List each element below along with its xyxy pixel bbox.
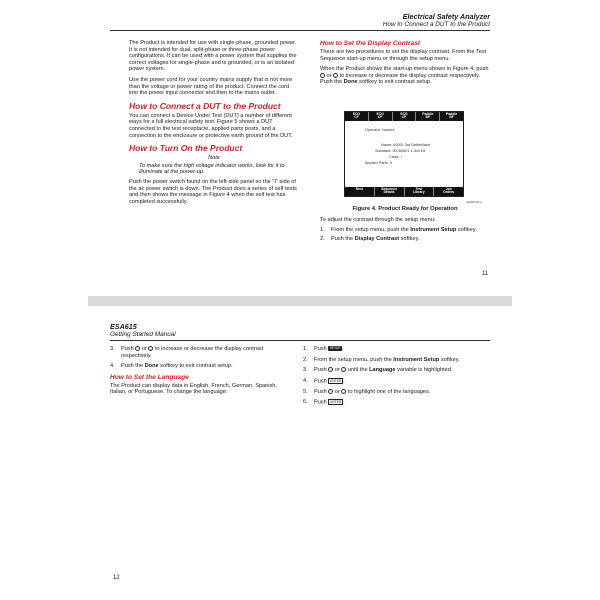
figure-caption: Figure 4. Product Ready for Operation (352, 206, 458, 212)
text-fragment: until the (346, 367, 370, 374)
text-fragment: Push (121, 346, 136, 352)
header-rule (110, 30, 490, 31)
figure-applied-parts-line: Applied Parts: 5 (365, 161, 392, 165)
list-text (121, 363, 285, 370)
note-text: To make sure the high voltage indicator works, look for it to illuminate at the power-up. (139, 162, 285, 176)
text-fragment: Push (314, 346, 329, 352)
softkey-ecg-2: ECG CF (369, 112, 393, 121)
heading-display-contrast: How to Set the Display Contrast (320, 40, 421, 47)
header-rule (110, 340, 490, 341)
softkey-row-bottom (345, 187, 463, 196)
list-text (314, 357, 488, 364)
header-title: ESA615 (110, 322, 137, 331)
enter-key-icon: ENTER (330, 378, 342, 383)
list-item (320, 227, 490, 234)
text-fragment: From the setup menu, push the (331, 226, 411, 233)
softkey-paddle-1: Paddle BF (416, 112, 440, 121)
list-number: 2. (320, 236, 325, 243)
page-header (110, 322, 176, 339)
text-fragment: or (333, 388, 342, 395)
figure-id: gtv008.bmp (466, 200, 482, 204)
text-fragment: or (333, 367, 342, 374)
page-header (383, 12, 490, 29)
list-item (303, 378, 488, 385)
page-number: 11 (482, 271, 489, 277)
list-item (303, 399, 488, 406)
softkey-ecg-1: ECG CF (345, 112, 369, 121)
text-fragment: Push (314, 388, 329, 395)
list-number: 4. (303, 377, 308, 384)
text-fragment: softkey to exit contrast setup. (158, 363, 233, 370)
figure-name-line: Name: 6000L 3rd Defibrillator (381, 143, 431, 147)
list-number: 2. (303, 356, 308, 363)
text-fragment: softkey. (399, 236, 420, 243)
contrast-setup-steps (320, 217, 490, 243)
figure-operator-line: Operator: Named (365, 128, 395, 132)
list-text (314, 378, 488, 385)
list-item (303, 357, 488, 364)
paragraph-contrast-startup (320, 66, 490, 86)
done-softkey-label: Done (144, 363, 159, 370)
setup-key-icon: SETUP (329, 346, 341, 351)
text-fragment: . (341, 346, 344, 352)
paragraph-power-cord: Use the power cord for your country mains supply that is not more than the voltage or power rating of the product. Connect the cord into the power input connector and then to the mains outlet. (129, 76, 293, 97)
text-fragment: or (140, 346, 149, 352)
header-title: Electrical Safety Analyzer (402, 12, 490, 21)
enter-key-icon: ENTER (330, 400, 342, 405)
paragraph-language: The Product can display data in English, French, German, Spanish, Italian, or Portuguese. To change the language: (110, 382, 277, 396)
page-number: 12 (113, 575, 120, 581)
text-fragment: to increase or decrease the display contrast respectively. (121, 346, 264, 359)
heading-connect-dut: How to Connect a DUT to the Product (129, 100, 281, 111)
softkey-sequence-details: Sequence Details (375, 187, 405, 196)
down-arrow-key-icon: ⌄ (334, 73, 337, 78)
heading-turn-on: How to Turn On the Product (129, 143, 243, 154)
up-arrow-key-icon: ⌃ (329, 368, 333, 373)
page-divider (88, 296, 512, 306)
list-item (110, 346, 285, 359)
list-item (303, 389, 488, 396)
list-text (331, 227, 490, 234)
list-number: 1. (303, 346, 308, 352)
list-number: 5. (303, 388, 308, 395)
paragraph-power-switch: Push the power switch found on the left-side panel so the "I" side of the ac power switch is down. The Product does a series of self tests and then shows the message in Figure 4 when the self test has completed successfully. (129, 178, 297, 205)
down-arrow-key-icon: ⌄ (342, 368, 346, 373)
softkey-ecg-3: ECG CF (393, 112, 417, 121)
text-fragment: Push the (331, 236, 355, 243)
list-text (314, 389, 488, 396)
instrument-setup-label: Instrument Setup (410, 226, 457, 233)
list-item (303, 367, 488, 374)
display-contrast-label: Display Contrast (354, 236, 400, 243)
list-item (110, 363, 285, 370)
figure-screen-body (345, 121, 463, 187)
figure-startup-screen (344, 111, 464, 197)
figure-standard-line: Standard: IEC60601-1-3rd Ed (375, 149, 426, 153)
paragraph-contrast-setup: To adjust the contrast through the setup menu: (320, 217, 436, 223)
text-fragment: Push (314, 367, 329, 374)
list-number: 1. (320, 226, 325, 233)
list-item (303, 346, 488, 353)
text-fragment: softkey to exit contrast setup. (357, 79, 432, 86)
text-fragment: variable is highlighted. (395, 367, 453, 374)
list-text (314, 399, 488, 406)
top-page (0, 0, 600, 296)
up-arrow-key-icon: ⌃ (136, 347, 140, 352)
figure-class-line: Class: I (389, 155, 402, 159)
list-number: 6. (303, 399, 308, 406)
softkey-row-top (345, 112, 463, 121)
language-variable-label: Language (369, 367, 396, 374)
down-arrow-key-icon: ⌄ (342, 389, 346, 394)
text-fragment: From the setup menu, push the (314, 356, 394, 363)
left-column (129, 40, 299, 209)
text-fragment: . (343, 378, 345, 385)
text-fragment: softkey. (439, 356, 460, 363)
instrument-setup-label: Instrument Setup (393, 356, 440, 363)
down-arrow-key-icon: ⌄ (149, 347, 153, 352)
heading-set-language: How to Set the Language (110, 373, 189, 381)
softkey-test-library: Test Library (405, 187, 435, 196)
text-fragment: Push the (121, 363, 145, 370)
softkey-job-orders: Job Orders (443, 186, 455, 195)
paragraph-contrast-intro: There are two procedures to set the display contrast. From the Test Sequence start-up menu or through the setup menu. (320, 49, 487, 62)
up-arrow-key-icon: ⌃ (321, 73, 324, 78)
list-text (331, 236, 490, 243)
text-fragment: or (325, 72, 334, 79)
up-arrow-key-icon: ⌃ (329, 389, 333, 394)
right-column (303, 346, 488, 411)
list-text (314, 367, 488, 374)
list-number: 3. (110, 346, 115, 352)
text-fragment: softkey. (456, 226, 477, 233)
left-column (110, 346, 285, 396)
right-column (320, 40, 490, 90)
softkey-paddle-2: Paddle BF (446, 111, 458, 120)
text-fragment: to increase or decrease the display contrast respectively. Push the (320, 72, 481, 86)
text-fragment: Push (314, 399, 329, 406)
text-fragment: When the Product shows the start-up menu shown in Figure 4, push (320, 66, 489, 73)
list-number: 3. (303, 367, 308, 374)
text-fragment: to highlight one of the languages. (346, 388, 431, 395)
paragraph-power: The Product is intended for use with single-phase, grounded power. It is not intended for dual, split-phase or three-phase power configurations. It can be used with a power system that supplies the correct voltages for single-phase and is grounded, or is an isolated power system. (129, 40, 297, 73)
text-fragment: Push (314, 378, 329, 385)
softkey-next: Next (345, 187, 375, 196)
header-subtitle: Getting Started Manual (110, 331, 176, 338)
note-label: Note (208, 155, 220, 162)
list-text (121, 346, 285, 359)
header-subtitle: How to Connect a DUT to the Product (382, 21, 490, 28)
list-text (314, 346, 488, 353)
list-number: 4. (110, 363, 115, 370)
done-softkey-label: Done (343, 79, 358, 86)
text-fragment: . (343, 399, 345, 406)
list-item (320, 236, 490, 243)
paragraph-connect-dut: You can connect a Device Under Test (DUT) a number of different ways for a full electrical safety test. Figure 5 shows a DUT connected to the test receptacle, applied parts posts, and a connection to the enclosure or protective earth ground of the DUT. (129, 112, 293, 139)
